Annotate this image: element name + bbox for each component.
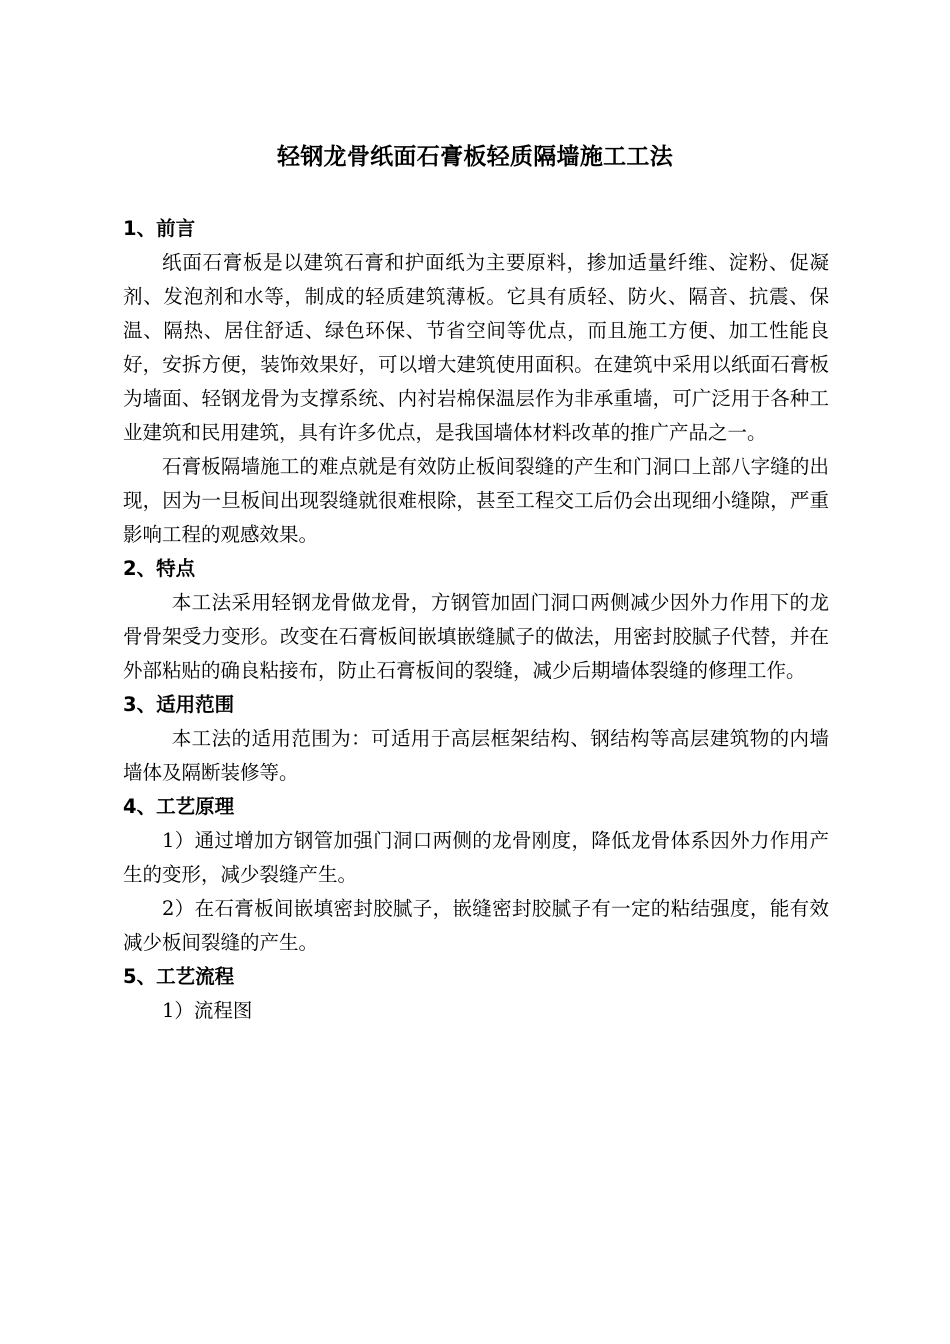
section-process [123,960,829,1028]
section-heading: 4、工艺原理 [123,795,235,818]
section-heading: 3、适用范围 [123,693,235,716]
section-features [123,552,829,688]
section-scope [123,688,829,790]
paragraph: 纸面石膏板是以建筑石膏和护面纸为主要原料，掺加适量纤维、淀粉、促凝剂、发泡剂和水等，制成的轻质建筑薄板。它具有质轻、防火、隔音、抗震、保温、隔热、居住舒适、绿色环保、节省空间等优点，而且施工方便、加工性能良好，安拆方便，装饰效果好，可以增大建筑使用面积。在建筑中采用以纸面石膏板为墙面、轻钢龙骨为支撑系统、内衬岩棉保温层作为非承重墙，可广泛用于各种工业建筑和民用建筑，具有许多优点，是我国墙体材料改革的推广产品之一。 [123,251,829,444]
paragraph: 本工法的适用范围为：可适用于高层框架结构、钢结构等高层建筑物的内墙墙体及隔断装修等。 [123,727,829,784]
section-heading: 1、前言 [123,217,196,240]
document-body [123,212,829,1028]
paragraph: 2）在石膏板间嵌填密封胶腻子，嵌缝密封胶腻子有一定的粘结强度，能有效减少板间裂缝的产生。 [123,897,829,954]
document-title: 轻钢龙骨纸面石膏板轻质隔墙施工工法 [276,144,674,170]
section-heading: 2、特点 [123,557,196,580]
paragraph: 1）通过增加方钢管加强门洞口两侧的龙骨刚度，降低龙骨体系因外力作用产生的变形，减少裂缝产生。 [123,829,829,886]
paragraph: 石膏板隔墙施工的难点就是有效防止板间裂缝的产生和门洞口上部八字缝的出现，因为一旦板间出现裂缝就很难根除，甚至工程交工后仍会出现细小缝隙，严重影响工程的观感效果。 [123,455,829,546]
paragraph: 1）流程图 [162,999,253,1022]
section-heading: 5、工艺流程 [123,965,235,988]
section-principle [123,790,829,960]
section-preface [123,212,829,552]
paragraph: 本工法采用轻钢龙骨做龙骨，方钢管加固门洞口两侧减少因外力作用下的龙骨骨架受力变形。改变在石膏板间嵌填嵌缝腻子的做法，用密封胶腻子代替，并在外部粘贴的确良粘接布，防止石膏板间的裂缝，减少后期墙体裂缝的修理工作。 [123,591,829,682]
